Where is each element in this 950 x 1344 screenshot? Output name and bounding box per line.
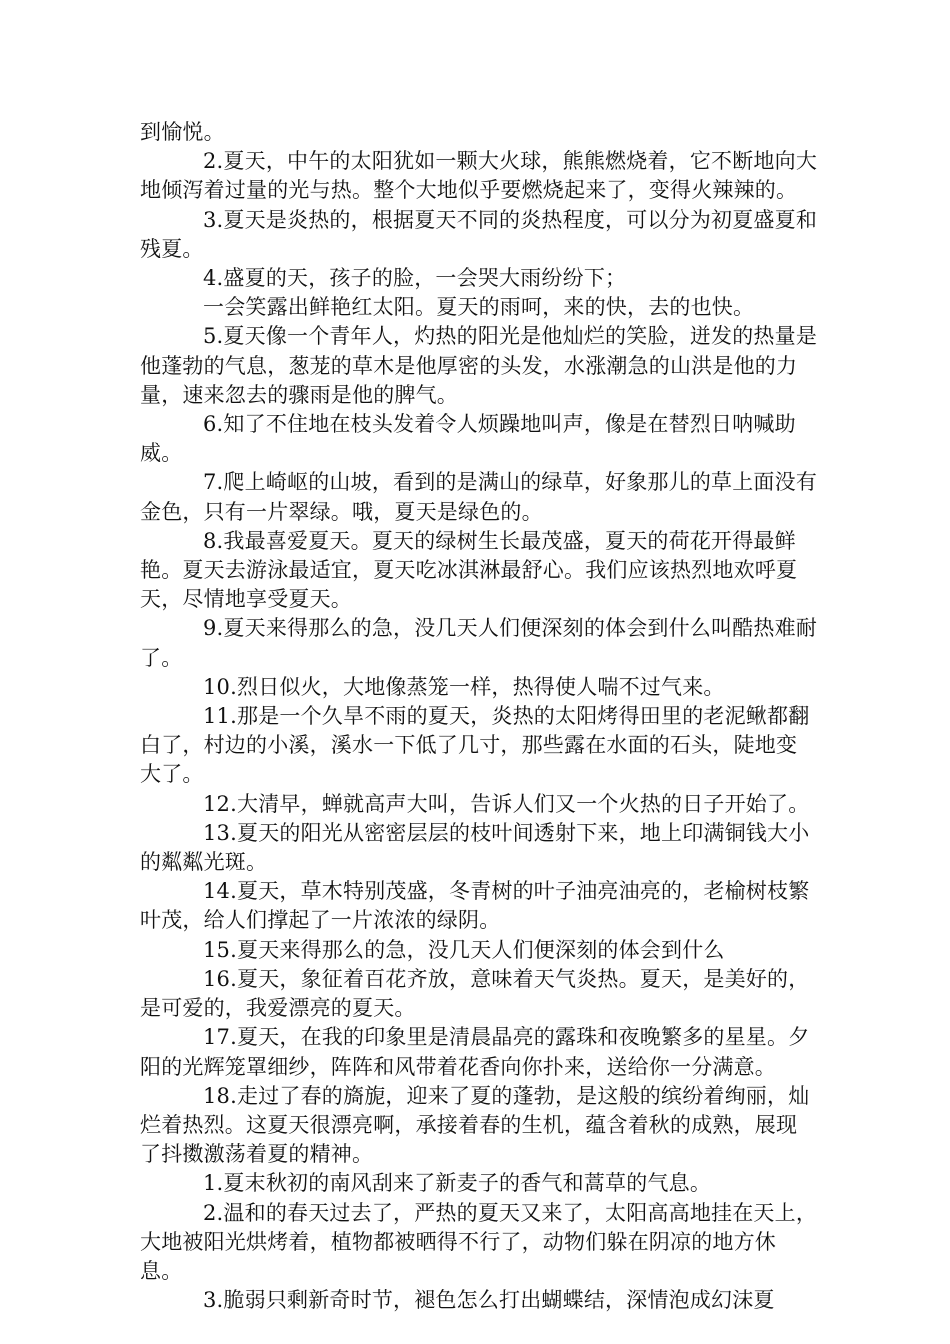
paragraph: 17.夏天，在我的印象里是清晨晶亮的露珠和夜晚繁多的星星。夕阳的光辉笼罩细纱，阵阵和风带着花香向你扑来，送给你一分满意。 xyxy=(140,1025,810,1079)
paragraph: 13.夏天的阳光从密密层层的枝叶间透射下来，地上印满铜钱大小的粼粼光斑。 xyxy=(140,820,810,875)
paragraph: 12.大清早，蝉就高声大叫，告诉人们又一个火热的日子开始了。 xyxy=(203,791,810,816)
paragraph: 一会笑露出鲜艳红太阳。夏天的雨呵，来的快，去的也快。 xyxy=(203,295,755,320)
document-body xyxy=(140,118,818,1315)
paragraph: 8.我最喜爱夏天。夏天的绿树生长最茂盛，夏天的荷花开得最鲜艳。夏天去游泳最适宜，夏天吃冰淇淋最舒心。我们应该热烈地欢呼夏天，尽情地享受夏天。 xyxy=(140,528,798,612)
paragraph: 3.夏天是炎热的，根据夏天不同的炎热程度，可以分为初夏盛夏和残夏。 xyxy=(140,207,818,261)
paragraph: 15.夏天来得那么的急，没几天人们便深刻的体会到什么 xyxy=(203,937,725,962)
paragraph: 3.脆弱只剩新奇时节，褪色怎么打出蝴蝶结，深情泡成幻沫夏 xyxy=(203,1288,775,1313)
paragraph: 1.夏末秋初的南风刮来了新麦子的香气和蒿草的气息。 xyxy=(203,1171,712,1196)
paragraph: 到愉悦。 xyxy=(140,120,225,144)
paragraph: 4.盛夏的天，孩子的脸，一会哭大雨纷纷下； xyxy=(203,266,627,291)
paragraph: 9.夏天来得那么的急，没几天人们便深刻的体会到什么叫酷热难耐了。 xyxy=(140,616,818,670)
paragraph: 16.夏天，象征着百花齐放，意味着天气炎热。夏天，是美好的，是可爱的，我爱漂亮的夏天。 xyxy=(140,966,810,1021)
paragraph: 7.爬上崎岖的山坡，看到的是满山的绿草，好象那儿的草上面没有金色，只有一片翠绿。哦，夏天是绿色的。 xyxy=(140,470,818,524)
paragraph: 11.那是一个久旱不雨的夏天，炎热的太阳烤得田里的老泥鳅都翻白了，村边的小溪，溪水一下低了几寸，那些露在水面的石头，陡地变大了。 xyxy=(140,704,810,787)
paragraph: 14.夏天，草木特别茂盛，冬青树的叶子油亮油亮的，老榆树枝繁叶茂，给人们撑起了一片浓浓的绿阴。 xyxy=(140,879,810,933)
paragraph: 10.烈日似火，大地像蒸笼一样，热得使人喘不过气来。 xyxy=(203,674,725,699)
paragraph: 2.温和的春天过去了，严热的夏天又来了，太阳高高地挂在天上，大地被阳光烘烤着，植物都被晒得不行了，动物们躲在阴凉的地方休息。 xyxy=(140,1200,818,1283)
paragraph: 5.夏天像一个青年人，灼热的阳光是他灿烂的笑脸，迸发的热量是他蓬勃的气息，葱茏的草木是他厚密的头发，水涨潮急的山洪是他的力量，速来忽去的骤雨是他的脾气。 xyxy=(140,324,818,407)
paragraph: 2.夏天，中午的太阳犹如一颗大火球，熊熊燃烧着，它不断地向大地倾泻着过量的光与热。整个大地似乎要燃烧起来了，变得火辣辣的。 xyxy=(140,149,818,203)
paragraph: 18.走过了春的旖旎，迎来了夏的蓬勃，是这般的缤纷着绚丽，灿烂着热烈。这夏天很漂亮啊，承接着春的生机，蕴含着秋的成熟，展现了抖擞激荡着夏的精神。 xyxy=(140,1083,810,1167)
paragraph: 6.知了不住地在枝头发着令人烦躁地叫声，像是在替烈日呐喊助威。 xyxy=(140,412,796,466)
